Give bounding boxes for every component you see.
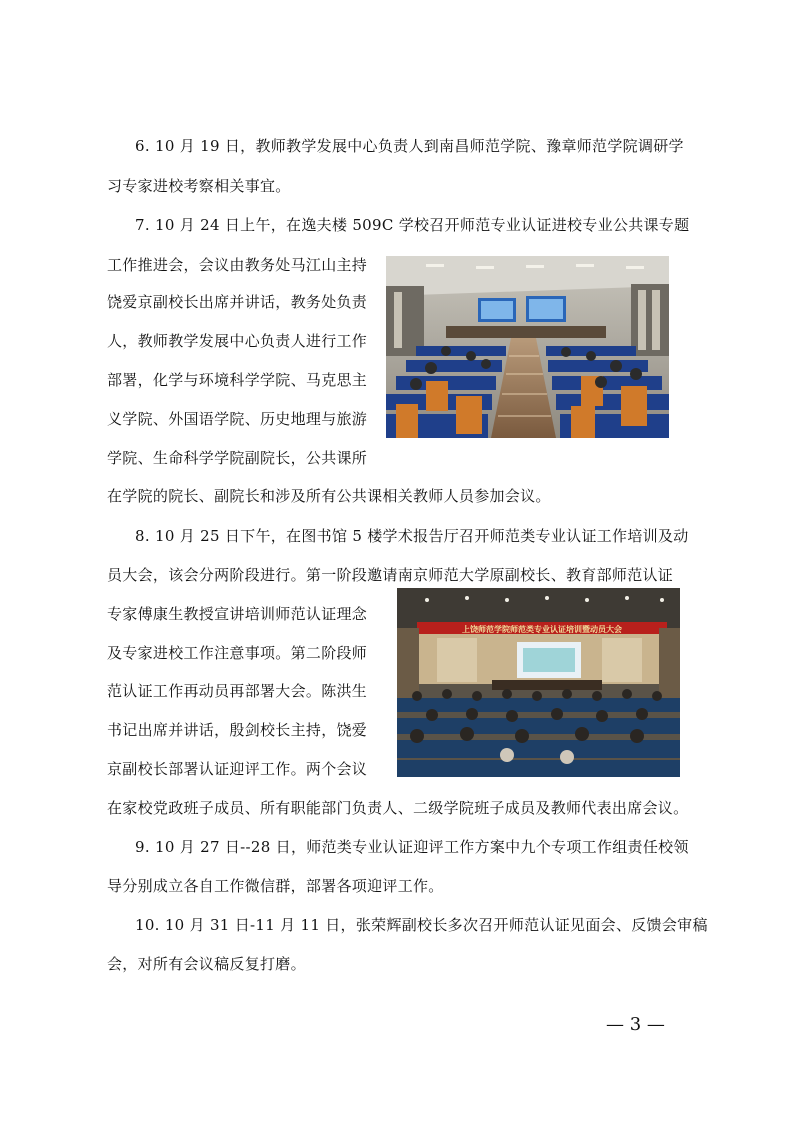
item-8-line-2: 员大会，该会分两阶段进行。第一阶段邀请南京师范大学原副校长、教育部师范认证	[107, 566, 674, 584]
item-8-line-7: 京副校长部署认证迎评工作。两个会议	[107, 760, 368, 778]
meeting-photo-lecture-hall	[386, 256, 669, 438]
item-8-line-4: 及专家进校工作注意事项。第二阶段师	[107, 644, 368, 662]
item-7-line-3: 饶爱京副校长出席并讲话，教务处负责	[107, 293, 368, 311]
item-8-line-8: 在家校党政班子成员、所有职能部门负责人、二级学院班子成员及教师代表出席会议。	[107, 799, 689, 817]
item-7-line-5: 部署，化学与环境科学学院、马克思主	[107, 371, 368, 389]
item-6-line-1: 6. 10 月 19 日，教师教学发展中心负责人到南昌师范学院、豫章师范学院调研学	[135, 137, 684, 155]
item-10-line-2: 会，对所有会议稿反复打磨。	[107, 955, 306, 973]
item-7-line-1: 7. 10 月 24 日上午，在逸夫楼 509C 学校召开师范专业认证进校专业公共课专题	[135, 216, 690, 234]
page-number: — 3 —	[606, 1014, 665, 1035]
item-8-line-1: 8. 10 月 25 日下午，在图书馆 5 楼学术报告厅召开师范类专业认证工作培训及动	[135, 527, 689, 545]
banner-text: 上饶师范学院师范类专业认证培训暨动员大会	[462, 625, 622, 634]
item-8-line-3: 专家傅康生教授宣讲培训师范认证理念	[107, 605, 368, 623]
item-7-line-4: 人，教师教学发展中心负责人进行工作	[107, 332, 368, 350]
item-9-line-1: 9. 10 月 27 日--28 日，师范类专业认证迎评工作方案中九个专项工作组责任校领	[135, 838, 689, 856]
item-10-line-1: 10. 10 月 31 日-11 月 11 日，张荣辉副校长多次召开师范认证见面会、反馈会审稿	[135, 916, 708, 934]
item-7-line-7: 学院、生命科学学院副院长，公共课所	[107, 449, 368, 467]
meeting-photo-mobilization	[397, 588, 680, 777]
item-8-line-5: 范认证工作再动员再部署大会。陈洪生	[107, 682, 368, 700]
item-6-line-2: 习专家进校考察相关事宜。	[107, 177, 291, 195]
item-9-line-2: 导分别成立各自工作微信群，部署各项迎评工作。	[107, 877, 444, 895]
item-7-line-8: 在学院的院长、副院长和涉及所有公共课相关教师人员参加会议。	[107, 487, 551, 505]
item-7-line-2: 工作推进会，会议由教务处马江山主持	[107, 256, 368, 274]
item-8-line-6: 书记出席并讲话，殷剑校长主持，饶爱	[107, 721, 368, 739]
item-7-line-6: 义学院、外国语学院、历史地理与旅游	[107, 410, 368, 428]
